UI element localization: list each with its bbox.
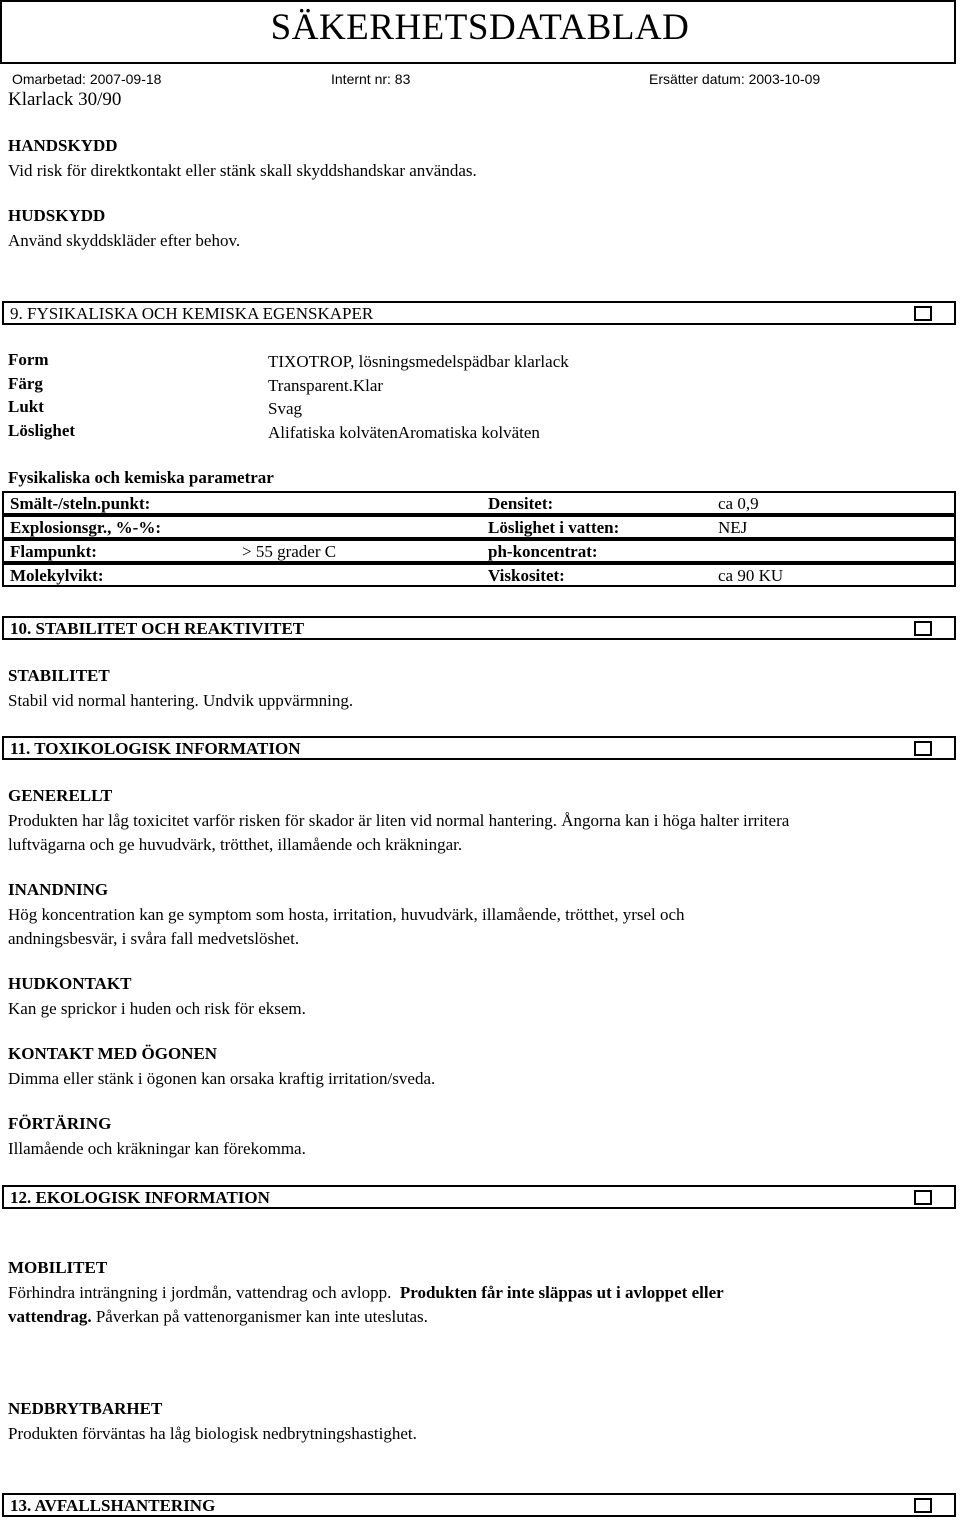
replaces-date: Ersätter datum: 2003-10-09: [649, 71, 821, 87]
param-label: ph-koncentrat:: [488, 542, 598, 561]
section-checkbox[interactable]: [914, 621, 932, 636]
section-checkbox[interactable]: [914, 1498, 932, 1513]
param-label: Löslighet i vatten:: [488, 518, 620, 537]
param-label: Smält-/steln.punkt:: [10, 494, 151, 513]
mobility-text-a: Förhindra inträngning i jordmån, vattendrag och avlopp.: [8, 1283, 392, 1302]
param-value: ca 0,9: [718, 494, 759, 513]
inhalation-text-line2: andningsbesvär, i svåra fall medvetslöshet.: [8, 929, 300, 948]
skin-protection-text: Använd skyddskläder efter behov.: [8, 231, 241, 250]
param-value: ca 90 KU: [718, 566, 784, 585]
section-12-header: [2, 1185, 956, 1209]
skin-contact-text: Kan ge sprickor i huden och risk för eksem.: [8, 999, 306, 1018]
eye-contact-heading: KONTAKT MED ÖGONEN: [8, 1044, 218, 1063]
stability-heading: STABILITET: [8, 666, 110, 685]
property-value-solubility: Alifatiska kolvätenAromatiska kolväten: [268, 423, 540, 442]
inhalation-text-line1: Hög koncentration kan ge symptom som hosta, irritation, huvudvärk, illamående, trötthet, yrsel och: [8, 905, 685, 924]
property-label-color: Färg: [8, 374, 43, 393]
skin-contact-heading: HUDKONTAKT: [8, 974, 132, 993]
degradability-heading: NEDBRYTBARHET: [8, 1399, 163, 1418]
property-value-form: TIXOTROP, lösningsmedelspädbar klarlack: [268, 352, 569, 371]
property-label-form: Form: [8, 350, 49, 369]
document-title: SÄKERHETSDATABLAD: [270, 7, 690, 48]
section-11-title: 11. TOXIKOLOGISK INFORMATION: [10, 739, 301, 758]
section-13-header: [2, 1493, 956, 1517]
params-row: [2, 491, 956, 515]
stability-text: Stabil vid normal hantering. Undvik uppvärmning.: [8, 691, 354, 710]
param-value: NEJ: [718, 518, 748, 537]
param-label: Viskositet:: [488, 566, 565, 585]
section-10-title: 10. STABILITET OCH REAKTIVITET: [10, 619, 305, 638]
mobility-text-d: Påverkan på vattenorganismer kan inte uteslutas.: [95, 1307, 428, 1326]
section-checkbox[interactable]: [914, 306, 932, 321]
params-heading: Fysikaliska och kemiska parametrar: [8, 468, 274, 487]
general-text-line1: Produkten har låg toxicitet varför risken för skador är liten vid normal hantering. Ångorna kan i höga halter irritera: [8, 811, 790, 830]
degradability-text: Produkten förväntas ha låg biologisk nedbrytningshastighet.: [8, 1424, 417, 1443]
mobility-heading: MOBILITET: [8, 1258, 108, 1277]
property-label-odor: Lukt: [8, 397, 44, 416]
skin-protection-heading: HUDSKYDD: [8, 206, 106, 225]
mobility-text-line1: [8, 1281, 724, 1305]
mobility-text-line2: [8, 1305, 428, 1329]
section-12-title: 12. EKOLOGISK INFORMATION: [10, 1188, 270, 1207]
param-label: Flampunkt:: [10, 542, 97, 561]
param-label: Molekylvikt:: [10, 566, 104, 585]
section-checkbox[interactable]: [914, 741, 932, 756]
hand-protection-text: Vid risk för direktkontakt eller stänk skall skyddshandskar användas.: [8, 161, 477, 180]
inhalation-heading: INANDNING: [8, 880, 109, 899]
param-value: > 55 grader C: [242, 542, 337, 561]
property-label-solubility: Löslighet: [8, 421, 76, 440]
param-label: Explosionsgr., %-%:: [10, 518, 161, 537]
hand-protection-heading: HANDSKYDD: [8, 136, 118, 155]
ingestion-heading: FÖRTÄRING: [8, 1114, 112, 1133]
param-label: Densitet:: [488, 494, 554, 513]
property-value-color: Transparent.Klar: [268, 376, 384, 395]
section-13-title: 13. AVFALLSHANTERING: [10, 1496, 216, 1515]
property-value-odor: Svag: [268, 399, 302, 418]
general-heading: GENERELLT: [8, 786, 113, 805]
params-row: [2, 515, 956, 539]
general-text-line2: luftvägarna och ge huvudvärk, trötthet, illamående och kräkningar.: [8, 835, 463, 854]
eye-contact-text: Dimma eller stänk i ögonen kan orsaka kraftig irritation/sveda.: [8, 1069, 436, 1088]
product-name: Klarlack 30/90: [8, 89, 122, 110]
mobility-text-b: Produkten får inte släppas ut i avloppet eller: [399, 1283, 724, 1302]
section-10-header: [2, 616, 956, 640]
section-9-header: [2, 301, 956, 325]
internal-number: Internt nr: 83: [331, 71, 411, 87]
ingestion-text: Illamående och kräkningar kan förekomma.: [8, 1139, 306, 1158]
section-checkbox[interactable]: [914, 1190, 932, 1205]
section-11-header: [2, 736, 956, 760]
section-9-title: 9. FYSIKALISKA OCH KEMISKA EGENSKAPER: [10, 304, 374, 323]
params-row: [2, 563, 956, 587]
mobility-text-c: vattendrag.: [8, 1307, 92, 1326]
revised-date: Omarbetad: 2007-09-18: [12, 71, 162, 87]
params-row: [2, 539, 956, 563]
